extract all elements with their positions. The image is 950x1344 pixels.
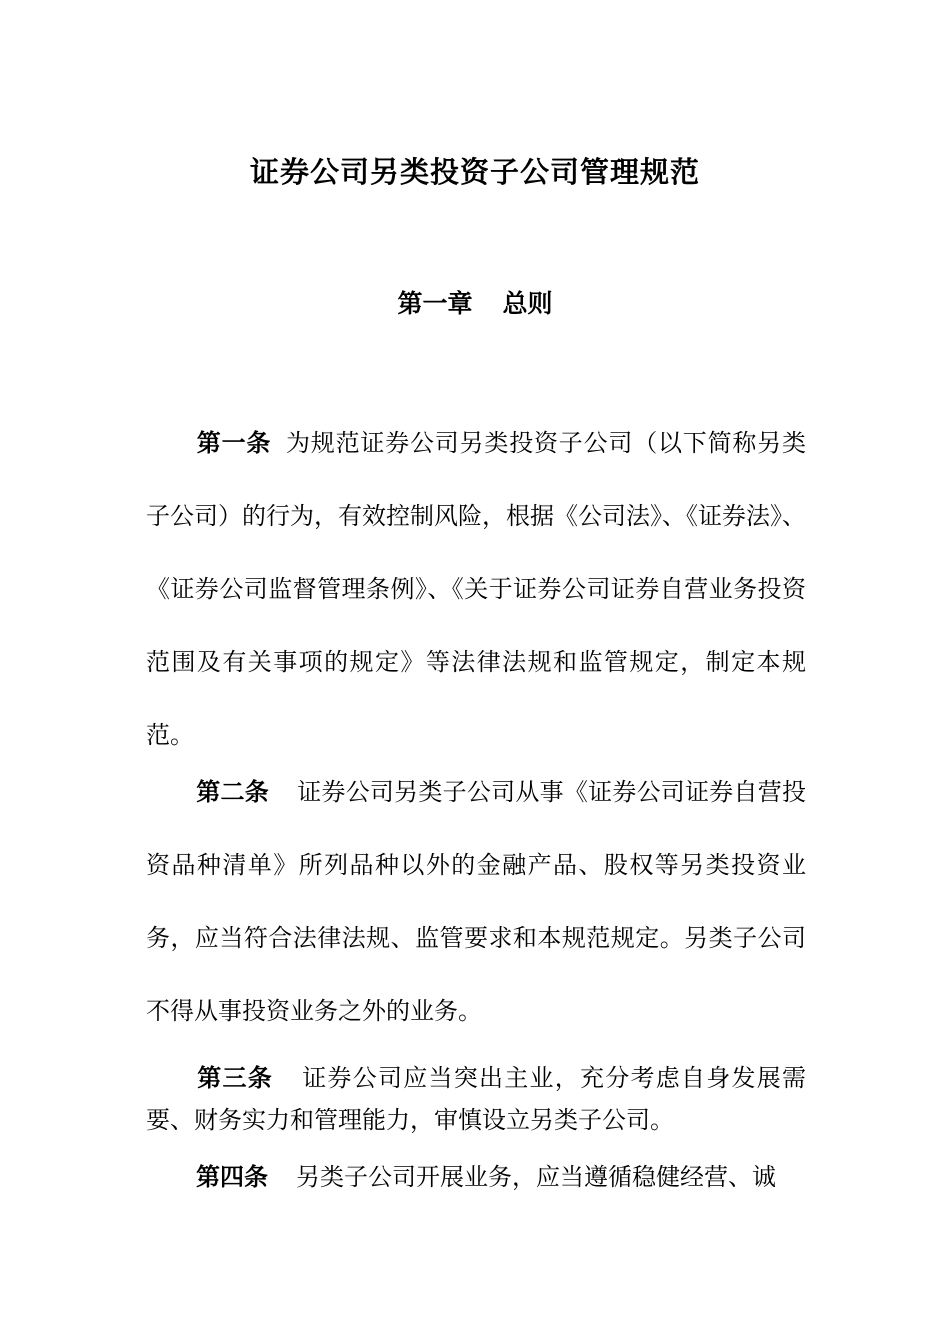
article-2 [146, 755, 806, 1048]
article-4-text: 另类子公司开展业务，应当遵循稳健经营、诚 [296, 1163, 776, 1191]
article-4 [146, 1157, 806, 1197]
article-3-text: 证券公司应当突出主业，充分考虑自身发展需要、财务实力和管理能力，审慎设立另类子公司。 [146, 1064, 806, 1134]
chapter-name: 总则 [502, 289, 553, 318]
article-1 [146, 406, 806, 772]
article-1-label: 第一条 [196, 428, 272, 457]
document-title: 证券公司另类投资子公司管理规范 [249, 155, 700, 189]
article-3-label: 第三条 [196, 1063, 273, 1092]
article-4-label: 第四条 [196, 1162, 268, 1191]
article-1-text: 为规范证券公司另类投资子公司（以下简称另类子公司）的行为，有效控制风险，根据《公司法》、《证券法》、《证券公司监督管理条例》、《关于证券公司证券自营业务投资范围及有关事项的规定》等法律法规和监管规定，制定本规范。 [146, 429, 807, 749]
chapter-heading [0, 284, 950, 324]
chapter-number: 第一章 [397, 289, 473, 318]
article-2-text: 证券公司另类子公司从事《证券公司证券自营投资品种清单》所列品种以外的金融产品、股权等另类投资业务，应当符合法律法规、监管要求和本规范规定。另类子公司不得从事投资业务之外的业务。 [146, 778, 807, 1025]
article-3 [146, 1057, 806, 1141]
article-2-label: 第二条 [196, 777, 269, 806]
